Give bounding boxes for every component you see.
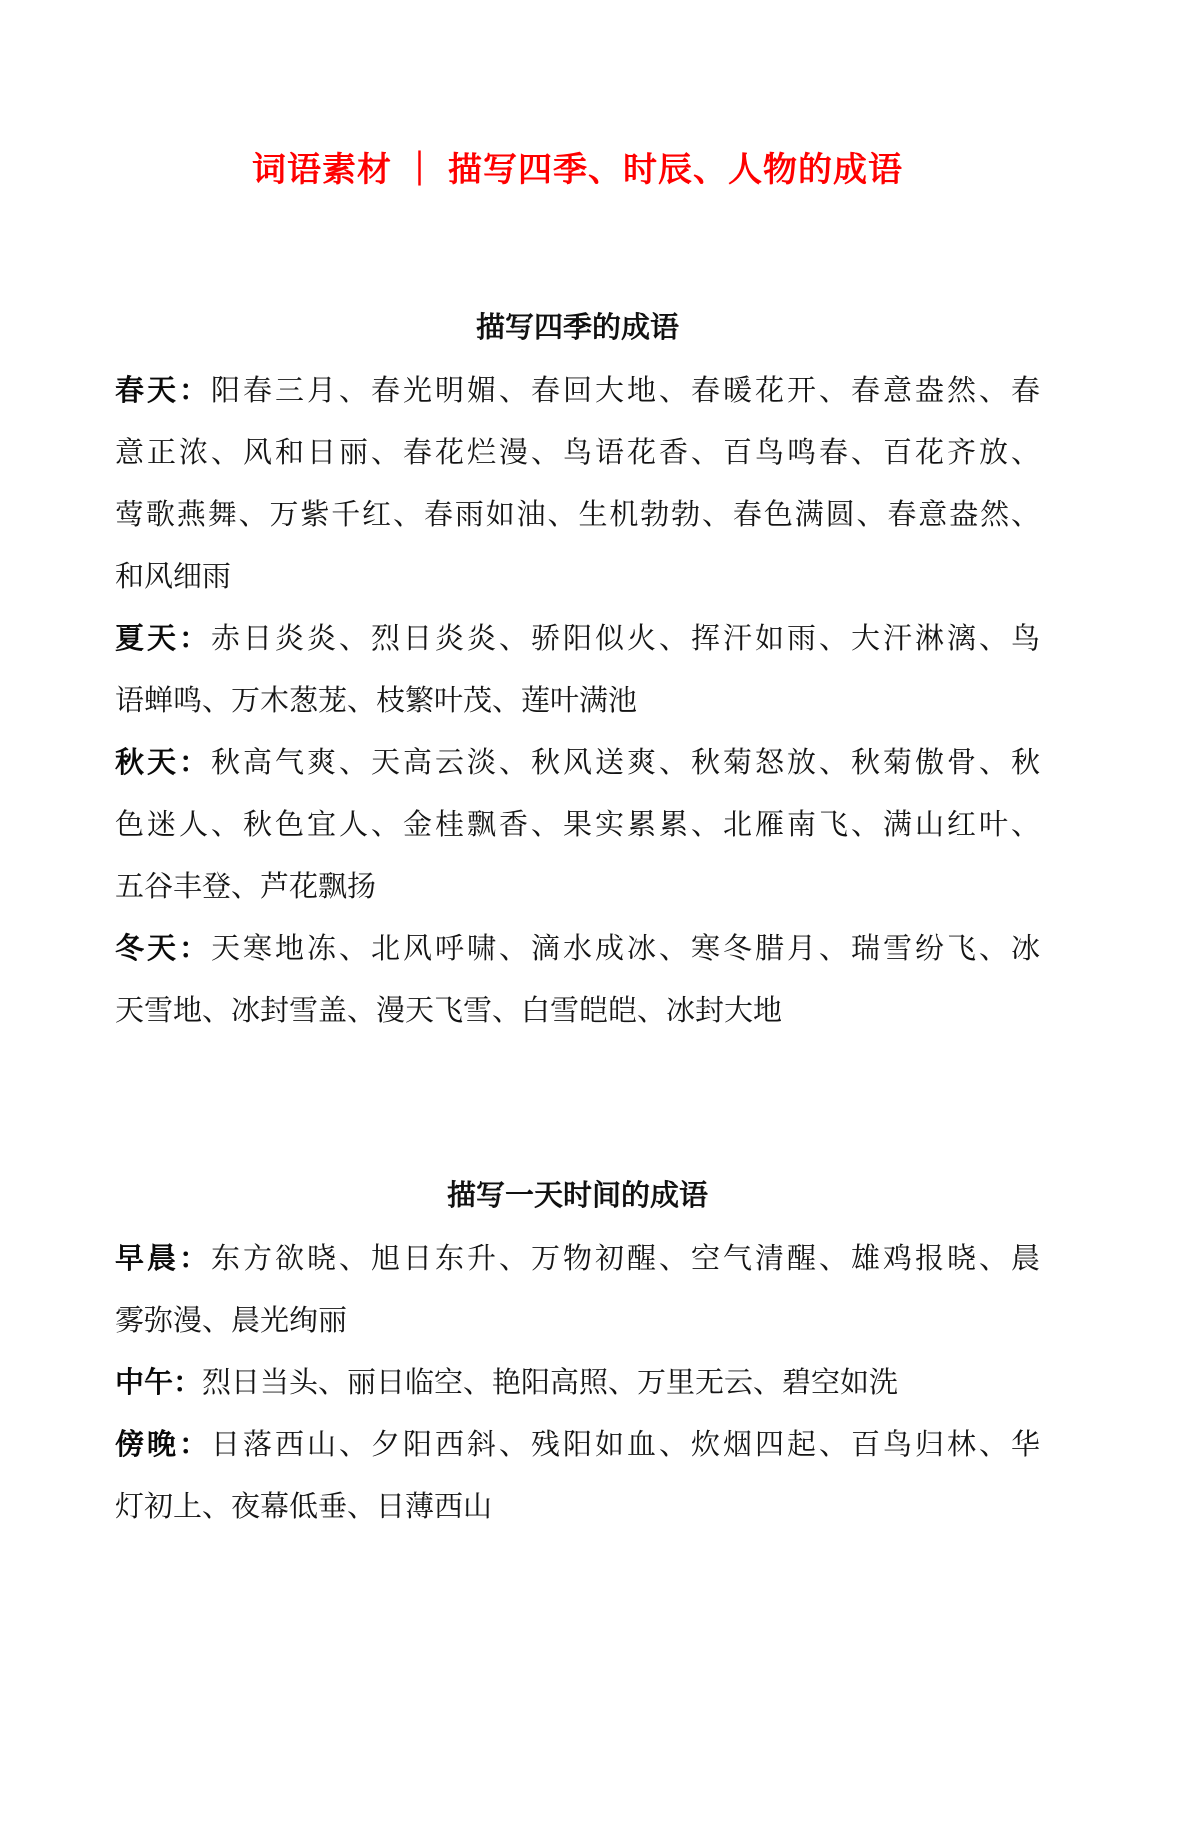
document-title: 词语素材 ｜ 描写四季、时辰、人物的成语 [252,151,903,189]
text-run: 东方欲晓、旭日东升、万物初醒、空气清醒、雄鸡报晓、晨 [211,1243,1040,1275]
text-line: 色迷人、秋色宜人、金桂飘香、果实累累、北雁南飞、满山红叶、 [115,809,1040,841]
paragraph-label-autumn: 秋天： [115,747,211,779]
text-run: 赤日炎炎、烈日炎炎、骄阳似火、挥汗如雨、大汗淋漓、鸟 [211,623,1040,655]
text-line: 雾弥漫、晨光绚丽 [115,1305,348,1337]
paragraph-label-noon: 中午： [115,1367,203,1399]
text-line: 意正浓、风和日丽、春花烂漫、鸟语花香、百鸟鸣春、百花齐放、 [115,437,1040,469]
text-run: 烈日当头、丽日临空、艳阳高照、万里无云、碧空如洗 [202,1367,899,1399]
paragraph-autumn [115,732,1040,918]
text-run: 日落西山、夕阳西斜、残阳如血、炊烟四起、百鸟归林、华 [211,1429,1040,1461]
text-line: 和风细雨 [115,561,232,593]
section-heading-seasons: 描写四季的成语 [475,312,679,344]
text-line [115,1228,1040,1290]
paragraph-label-morning: 早晨： [115,1243,211,1275]
paragraph-evening [115,1414,1040,1538]
paragraph-winter [115,918,1040,1042]
paragraph-morning [115,1228,1040,1352]
text-line [115,360,1040,422]
paragraph-label-evening: 傍晚： [115,1429,211,1461]
text-line [115,1414,1040,1476]
paragraph-noon [115,1352,1040,1414]
text-line: 五谷丰登、芦花飘扬 [115,871,377,903]
text-line [115,608,1040,670]
text-run: 天寒地冻、北风呼啸、滴水成冰、寒冬腊月、瑞雪纷飞、冰 [211,933,1040,965]
paragraph-label-spring: 春天： [115,375,211,407]
paragraph-spring [115,360,1040,608]
section-times-of-day [115,1178,1040,1538]
text-line: 语蝉鸣、万木葱茏、枝繁叶茂、莲叶满池 [115,685,638,717]
text-line: 灯初上、夜幕低垂、日薄西山 [115,1491,493,1523]
text-line [115,1352,1040,1414]
paragraph-label-winter: 冬天： [115,933,211,965]
text-line [115,732,1040,794]
text-line [115,918,1040,980]
document-page [0,150,1040,1538]
text-run: 阳春三月、春光明媚、春回大地、春暖花开、春意盎然、春 [211,375,1040,407]
text-line: 莺歌燕舞、万紫千红、春雨如油、生机勃勃、春色满圆、春意盎然、 [115,499,1040,531]
paragraph-label-summer: 夏天： [115,623,211,655]
paragraph-summer [115,608,1040,732]
text-line: 天雪地、冰封雪盖、漫天飞雪、白雪皑皑、冰封大地 [115,995,783,1027]
section-heading-times: 描写一天时间的成语 [446,1180,708,1212]
section-seasons [115,310,1040,1042]
text-run: 秋高气爽、天高云淡、秋风送爽、秋菊怒放、秋菊傲骨、秋 [211,747,1040,779]
